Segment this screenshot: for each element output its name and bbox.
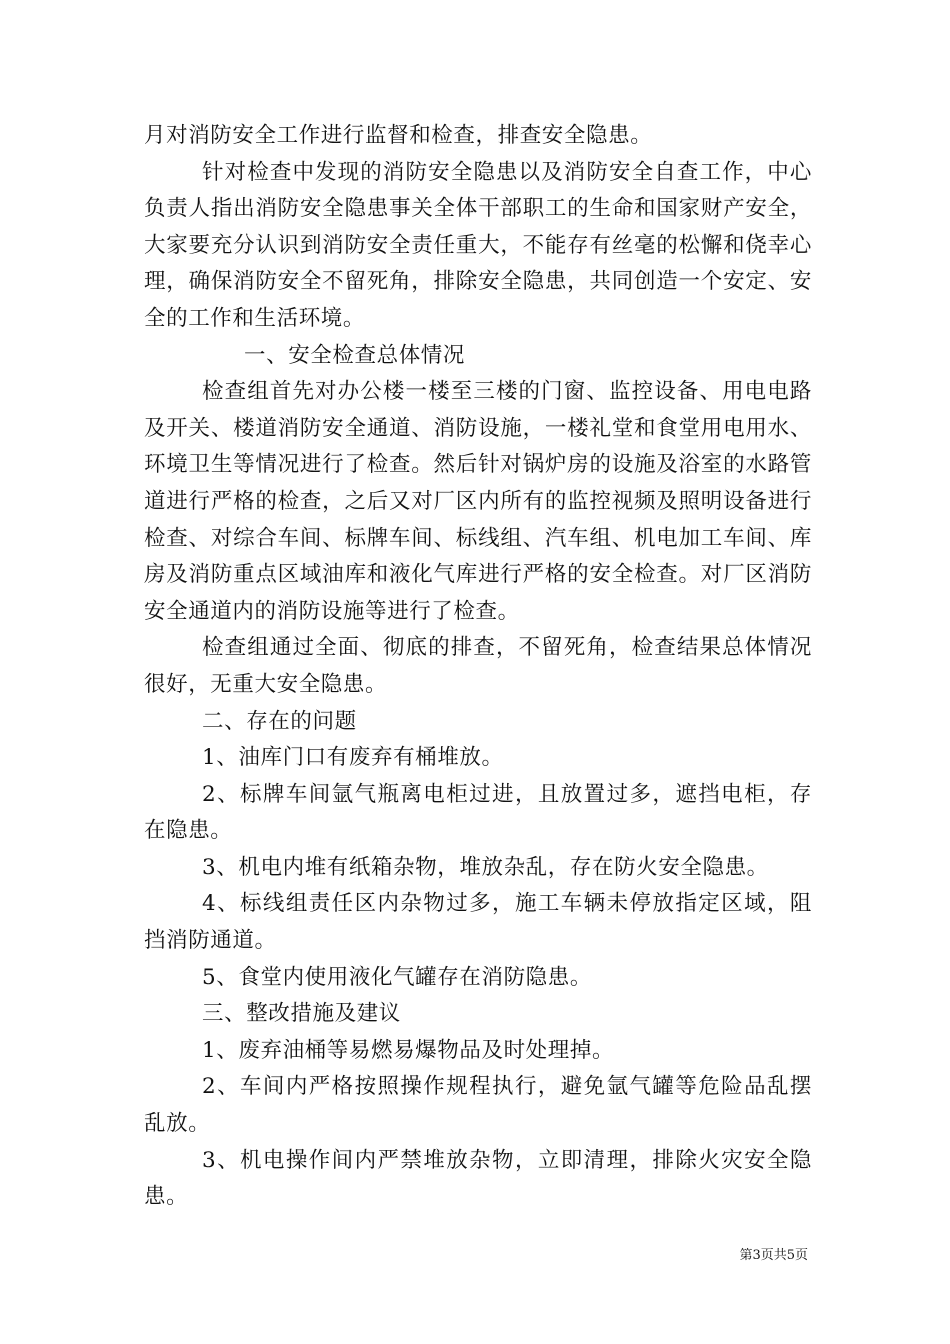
section-heading-problems: 二、存在的问题: [202, 708, 357, 734]
problem-item-3: 3、机电内堆有纸箱杂物，堆放杂乱，存在防火安全隐患。: [202, 854, 769, 880]
problem-item-2: 2、标牌车间氩气瓶离电柜过进，且放置过多，遮挡电柜，存在隐患。: [144, 781, 812, 844]
measure-item-1: 1、废弃油桶等易燃易爆物品及时处理掉。: [202, 1037, 615, 1063]
problem-item-1: 1、油库门口有废弃有桶堆放。: [202, 745, 504, 771]
measure-item-2: 2、车间内严格按照操作规程执行，避免氩气罐等危险品乱摆乱放。: [144, 1074, 812, 1137]
paragraph-continuation: 月对消防安全工作进行监督和检查，排查安全隐患。: [144, 123, 653, 148]
document-body: [144, 118, 812, 1216]
section-heading-measures: 三、整改措施及建议: [202, 1001, 401, 1027]
measure-item-3: 3、机电操作间内严禁堆放杂物，立即清理，排除火灾安全隐患。: [144, 1147, 812, 1210]
paragraph-inspection-scope: 检查组首先对办公楼一楼至三楼的门窗、监控设备、用电电路及开关、楼道消防安全通道、消防设施，一楼礼堂和食堂用电用水、环境卫生等情况进行了检查。然后针对锅炉房的设施及浴室的水路管道进行严格的检查，之后又对厂区内所有的监控视频及照明设备进行检查、对综合车间、标牌车间、标线组、汽车组、机电加工车间、库房及消防重点区域油库和液化气库进行严格的安全检查。对厂区消防安全通道内的消防设施等进行了检查。: [144, 379, 812, 624]
section-heading-overview: 一、安全检查总体情况: [244, 342, 466, 368]
problem-item-4: 4、标线组责任区内杂物过多，施工车辆未停放指定区域，阻挡消防通道。: [144, 891, 812, 954]
page-number-footer: 第3页共5页: [739, 1248, 808, 1263]
paragraph-inspection-result: 检查组通过全面、彻底的排查，不留死角，检查结果总体情况很好，无重大安全隐患。: [144, 635, 812, 697]
problem-item-5: 5、食堂内使用液化气罐存在消防隐患。: [202, 964, 592, 990]
paragraph-leader-remarks: 针对检查中发现的消防安全隐患以及消防安全自查工作，中心负责人指出消防安全隐患事关全体干部职工的生命和国家财产安全，大家要充分认识到消防安全责任重大，不能存有丝毫的松懈和侥幸心理，确保消防安全不留死角，排除安全隐患，共同创造一个安定、安全的工作和生活环境。: [144, 159, 812, 331]
